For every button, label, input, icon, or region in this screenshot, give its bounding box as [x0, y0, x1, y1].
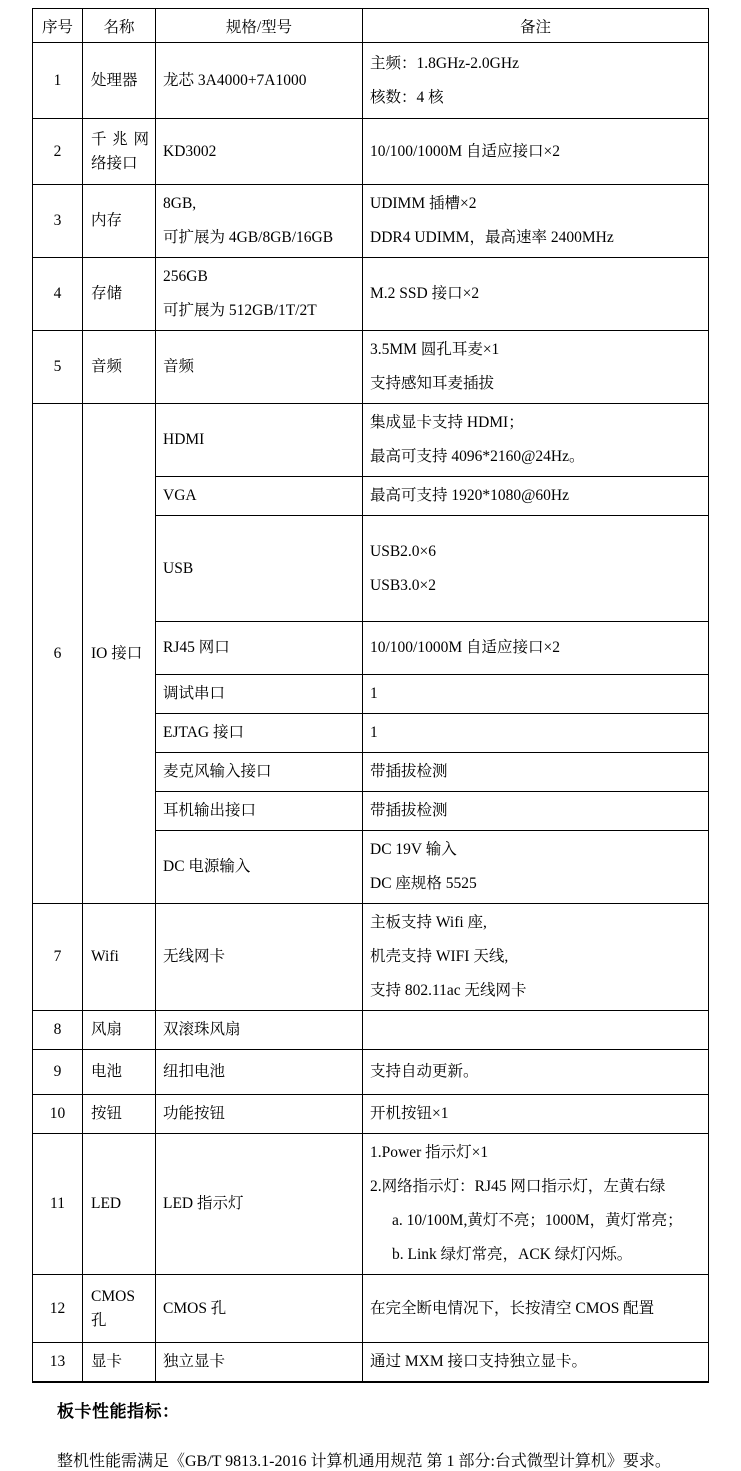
cell-line: 音频 — [163, 358, 195, 375]
cell-spec — [156, 185, 363, 258]
cell-line: a. 10/100M,黄灯不亮；1000M，黄灯常亮； — [392, 1212, 683, 1229]
cell-note — [363, 622, 709, 675]
cell-note — [363, 792, 709, 831]
header-row — [33, 9, 709, 43]
cell-line: 双滚珠风扇 — [163, 1021, 241, 1038]
column-header-note: 备注 — [363, 9, 709, 43]
cell-no: 5 — [33, 331, 83, 404]
cell-line: RJ45 网口 — [163, 639, 230, 656]
cell-line: 独立显卡 — [163, 1353, 226, 1370]
cell-spec — [156, 258, 363, 331]
column-header-spec: 规格/型号 — [156, 9, 363, 43]
table-row — [33, 331, 709, 404]
cell-line: M.2 SSD 接口×2 — [370, 285, 480, 302]
cell-note — [363, 1050, 709, 1095]
cell-line: 可扩展为 512GB/1T/2T — [163, 302, 317, 319]
cell-no: 6 — [33, 404, 83, 904]
cell-line: b. Link 绿灯常亮，ACK 绿灯闪烁。 — [392, 1246, 633, 1263]
cell-line: 主频：1.8GHz-2.0GHz — [370, 54, 519, 72]
cell-no: 11 — [33, 1134, 83, 1275]
cell-name: IO 接口 — [83, 404, 156, 904]
cell-note — [363, 1011, 709, 1050]
cell-spec — [156, 1095, 363, 1134]
cell-spec — [156, 119, 363, 185]
cell-line: 龙芯 3A4000+7A1000 — [163, 71, 307, 89]
cell-line: 支持自动更新。 — [370, 1063, 479, 1080]
cell-name: 音频 — [83, 331, 156, 404]
cell-line: DC 19V 输入 — [370, 841, 457, 858]
cell-line: USB2.0×6 — [370, 542, 437, 560]
cell-no: 12 — [33, 1275, 83, 1343]
cell-note — [363, 331, 709, 404]
cell-line: KD3002 — [163, 142, 217, 160]
cell-note — [363, 714, 709, 753]
cell-spec — [156, 43, 363, 119]
table-row — [33, 43, 709, 119]
table-row — [33, 1050, 709, 1095]
cell-note — [363, 119, 709, 185]
table-row — [33, 1011, 709, 1050]
cell-note — [363, 516, 709, 622]
cell-note — [363, 43, 709, 119]
table-row — [33, 119, 709, 185]
cell-note — [363, 185, 709, 258]
cell-line: 3.5MM 圆孔耳麦×1 — [370, 341, 500, 358]
cell-spec — [156, 1134, 363, 1275]
cell-line: 带插拔检测 — [370, 802, 448, 819]
cell-name: 电池 — [83, 1050, 156, 1095]
cell-no: 13 — [33, 1343, 83, 1383]
cell-line: DC 座规格 5525 — [370, 875, 477, 892]
cell-line: 在完全断电情况下，长按清空 CMOS 配置 — [370, 1299, 655, 1317]
cell-name: LED — [83, 1134, 156, 1275]
cell-line: 调试串口 — [163, 685, 226, 702]
cell-line: USB3.0×2 — [370, 576, 437, 594]
cell-name: CMOS 孔 — [83, 1275, 156, 1343]
cell-no: 10 — [33, 1095, 83, 1134]
table-row — [33, 258, 709, 331]
cell-no: 3 — [33, 185, 83, 258]
cell-spec — [156, 792, 363, 831]
table-row — [33, 404, 709, 477]
cell-spec — [156, 1275, 363, 1343]
cell-no: 2 — [33, 119, 83, 185]
cell-spec — [156, 1011, 363, 1050]
cell-note — [363, 831, 709, 904]
cell-spec — [156, 1343, 363, 1383]
cell-name: 按钮 — [83, 1095, 156, 1134]
cell-note — [363, 258, 709, 331]
table-row — [33, 1275, 709, 1343]
cell-line: 耳机输出接口 — [163, 802, 257, 819]
footer-notes — [57, 1397, 741, 1471]
cell-name: 处理器 — [83, 43, 156, 119]
cell-spec — [156, 331, 363, 404]
cell-line: 麦克风输入接口 — [163, 763, 272, 780]
cell-line: 支持 802.11ac 无线网卡 — [370, 982, 527, 999]
cell-note — [363, 675, 709, 714]
cell-note — [363, 404, 709, 477]
cell-no: 4 — [33, 258, 83, 331]
table-row — [33, 1134, 709, 1275]
cell-line: VGA — [163, 487, 197, 504]
cell-no: 1 — [33, 43, 83, 119]
cell-note — [363, 753, 709, 792]
cell-line: DDR4 UDIMM，最高速率 2400MHz — [370, 229, 614, 246]
cell-line: 8GB, — [163, 195, 197, 212]
cell-line: 集成显卡支持 HDMI； — [370, 414, 524, 431]
cell-line: 机壳支持 WIFI 天线, — [370, 948, 509, 965]
cell-note — [363, 1275, 709, 1343]
cell-line: 10/100/1000M 自适应接口×2 — [370, 639, 561, 656]
cell-note — [363, 477, 709, 516]
cell-line: 可扩展为 4GB/8GB/16GB — [163, 229, 334, 246]
performance-requirement-text: 整机性能需满足《GB/T 9813.1-2016 计算机通用规范 第 1 部分:台式微型计算机》要求。 — [57, 1453, 671, 1470]
document-page — [0, 8, 741, 1471]
table-row — [33, 185, 709, 258]
cell-line: 无线网卡 — [163, 948, 226, 965]
cell-note — [363, 1134, 709, 1275]
cell-spec — [156, 904, 363, 1011]
cell-spec — [156, 1050, 363, 1095]
cell-line: 纽扣电池 — [163, 1063, 226, 1080]
cell-spec — [156, 714, 363, 753]
board-performance-heading: 板卡性能指标： — [57, 1402, 180, 1421]
column-header-name: 名称 — [83, 9, 156, 43]
column-header-no: 序号 — [33, 9, 83, 43]
cell-line: CMOS 孔 — [163, 1299, 227, 1317]
table-row — [33, 1343, 709, 1383]
cell-note — [363, 1343, 709, 1383]
cell-line: 1.Power 指示灯×1 — [370, 1144, 489, 1161]
cell-line: 2.网络指示灯：RJ45 网口指示灯，左黄右绿 — [370, 1178, 666, 1195]
cell-line: DC 电源输入 — [163, 858, 251, 875]
cell-name: 显卡 — [83, 1343, 156, 1383]
cell-line: 主板支持 Wifi 座, — [370, 914, 487, 931]
cell-line: 最高可支持 4096*2160@24Hz。 — [370, 448, 585, 465]
cell-line: 支持感知耳麦插拔 — [370, 375, 495, 392]
cell-note — [363, 1095, 709, 1134]
cell-line: 最高可支持 1920*1080@60Hz — [370, 487, 569, 504]
cell-line: EJTAG 接口 — [163, 724, 244, 741]
cell-line: USB — [163, 559, 194, 577]
cell-line: UDIMM 插槽×2 — [370, 195, 477, 212]
cell-line: 1 — [370, 685, 378, 702]
cell-name: 存储 — [83, 258, 156, 331]
table-row — [33, 904, 709, 1011]
cell-spec — [156, 675, 363, 714]
cell-spec — [156, 831, 363, 904]
cell-name: 风扇 — [83, 1011, 156, 1050]
cell-line: 通过 MXM 接口支持独立显卡。 — [370, 1353, 588, 1370]
hardware-spec-table — [32, 8, 709, 1383]
cell-no: 7 — [33, 904, 83, 1011]
cell-line: LED 指示灯 — [163, 1195, 244, 1212]
cell-name: 千兆网络接口 — [83, 119, 156, 185]
cell-line: 1 — [370, 724, 378, 741]
cell-line: 核数：4 核 — [370, 88, 444, 106]
cell-note — [363, 904, 709, 1011]
cell-name: Wifi — [83, 904, 156, 1011]
cell-name: 内存 — [83, 185, 156, 258]
cell-spec — [156, 753, 363, 792]
cell-line: HDMI — [163, 431, 205, 448]
cell-line: 功能按钮 — [163, 1105, 226, 1122]
cell-line: 10/100/1000M 自适应接口×2 — [370, 142, 561, 160]
cell-line: 开机按钮×1 — [370, 1105, 449, 1122]
cell-no: 8 — [33, 1011, 83, 1050]
cell-line: 带插拔检测 — [370, 763, 448, 780]
cell-spec — [156, 477, 363, 516]
cell-spec — [156, 404, 363, 477]
cell-spec — [156, 516, 363, 622]
table-row — [33, 1095, 709, 1134]
cell-spec — [156, 622, 363, 675]
cell-line: 256GB — [163, 268, 208, 285]
cell-no: 9 — [33, 1050, 83, 1095]
